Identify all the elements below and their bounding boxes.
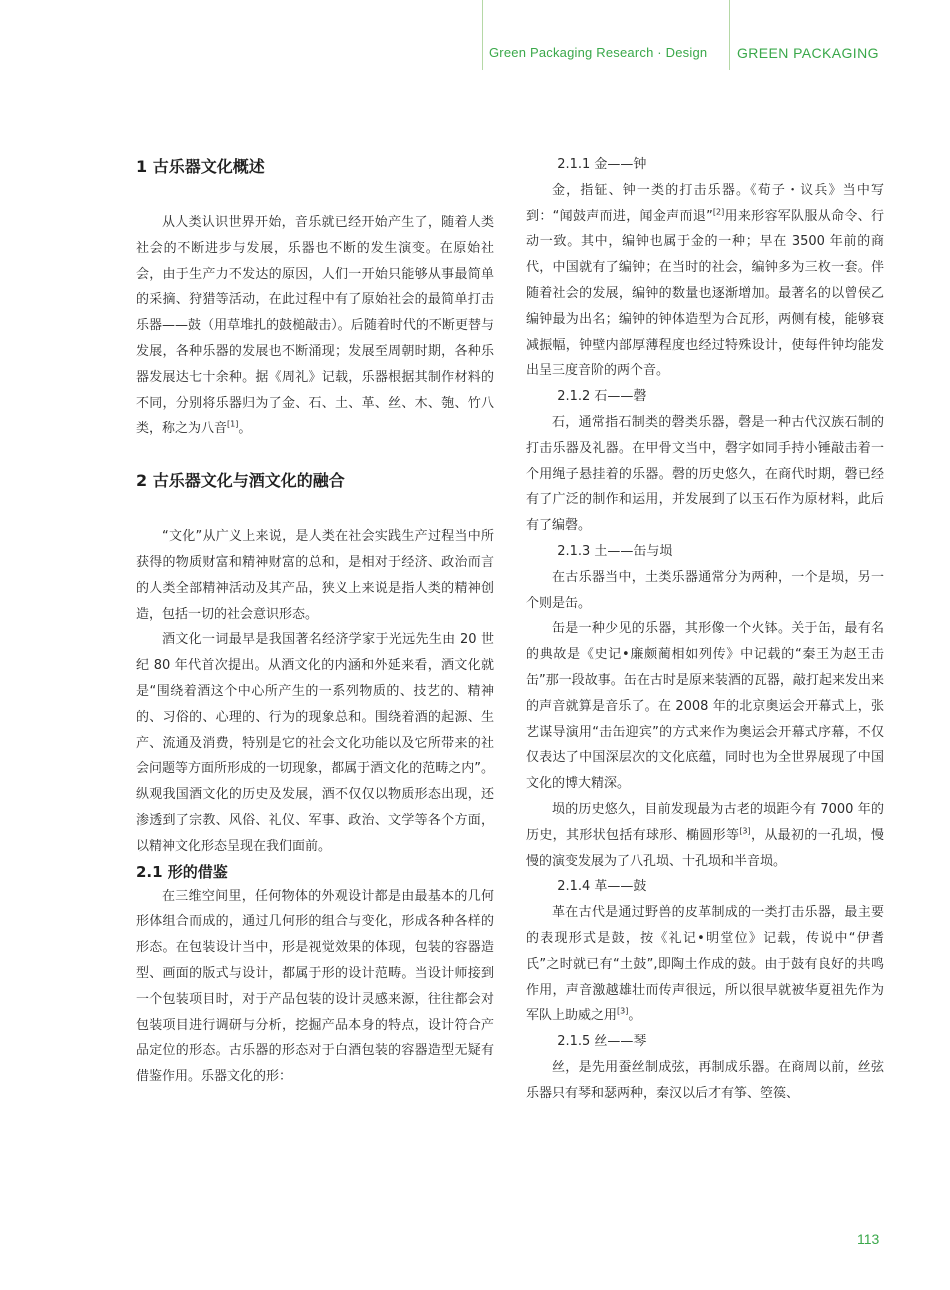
running-header-journal: GREEN PACKAGING [737, 45, 879, 61]
subsection-heading-2-1-5: 2.1.5 丝——琴 [557, 1034, 647, 1050]
citation-ref: [3] [739, 826, 751, 836]
paragraph: 缶是一种少见的乐器，其形像一个火钵。关于缶，最有名的典故是《史记•廉颇蔺相如列传》中记载的“秦王为赵王击缶”那一段故事。缶在古时是原来装酒的瓦器，敲打起来发出来的声音就算是音乐了。在 2008 年的北京奥运会开幕式上，张艺谋导演用“击缶迎宾”的方式来作为奥运会开幕式序幕，不仅仅表达了中国深层次的文化底蕴，同时也为全世界展现了中国文化的博大精深。 [526, 621, 884, 792]
subsection-heading-2-1-1: 2.1.1 金——钟 [557, 157, 647, 172]
paragraph: 在古乐器当中，土类乐器通常分为两种，一个是埙，另一个则是缶。 [526, 569, 884, 611]
citation-ref: [2] [712, 207, 725, 217]
section-heading-1: 1 古乐器文化概述 [136, 157, 265, 176]
citation-ref: [1] [227, 420, 239, 430]
subsection-heading-2-1-4: 2.1.4 革——鼓 [557, 879, 647, 895]
header-divider-line-2 [729, 0, 730, 70]
paragraph: 从人类认识世界开始，音乐就已经开始产生了，随着人类社会的不断进步与发展，乐器也不断的发生演变。在原始社会，由于生产力不发达的原因，人们一开始只能够从事最简单的采摘、狩猎等活动，在此过程中有了原始社会的最简单打击乐器——鼓（用草堆扎的鼓槌敲击）。后随着时代的不断更替与发展，各种乐器的发展也不断涌现；发展至周朝时期，各种乐器发展达七十余种。据《周礼》记载，乐器根据其制作材料的不同，分别将乐器归为了金、石、土、革、丝、木、匏、竹八类，称之为八音[1]。 [136, 215, 494, 437]
subsection-heading-2-1-3: 2.1.3 土——缶与埙 [557, 543, 673, 559]
paragraph: 金，指钲、钟一类的打击乐器。《荀子・议兵》当中写到：“闻鼓声而进，闻金声而退”[2]用来形容军队服从命令、行动一致。其中，编钟也属于金的一种；早在 3500 年前的商代，中国就有了编钟；在当时的社会，编钟多为三枚一套。伴随着社会的发展，编钟的数量也逐渐增加。最著名的以曾侯乙编钟最为出名；编钟的钟体造型为合瓦形，两侧有棱，能够衰减振幅，钟壁内部厚薄程度也经过特殊设计，使每件钟均能发出呈三度音阶的两个音。 [526, 182, 884, 379]
subsection-heading-2-1-2: 2.1.2 石——磬 [557, 389, 647, 405]
paragraph: 酒文化一词最早是我国著名经济学家于光远先生由 20 世纪 80 年代首次提出。从酒文化的内涵和外延来看，酒文化就是“围绕着酒这个中心所产生的一系列物质的、技艺的、精神的、习俗的、心理的、行为的现象总和。围绕着酒的起源、生产、流通及消费，特别是它的社会文化功能以及它所带来的社会问题等方面所形成的一切现象，都属于酒文化的范畴之内”。纵观我国酒文化的历史及发展，酒不仅仅以物质形态出现，还渗透到了宗教、风俗、礼仪、军事、政治、文学等各个方面，以精神文化形态呈现在我们面前。 [136, 632, 494, 854]
page-number: 113 [857, 1231, 880, 1247]
paragraph: “文化”从广义上来说，是人类在社会实践生产过程当中所获得的物质财富和精神财富的总和，是相对于经济、政治而言的人类全部精神活动及其产品，狭义上来说是指人类的精神创造，包括一切的社会意识形态。 [136, 529, 494, 622]
paragraph: 埙的历史悠久，目前发现最为古老的埙距今有 7000 年的历史，其形状包括有球形、椭圆形等[3]，从最初的一孔埙，慢慢的演变发展为了八孔埙、十孔埙和半音埙。 [526, 801, 884, 869]
paragraph: 丝，是先用蚕丝制成弦，再制成乐器。在商周以前，丝弦乐器只有琴和瑟两种，秦汉以后才有筝、箜篌、 [526, 1059, 884, 1101]
header-divider-line-1 [482, 0, 483, 70]
subsection-heading-2-1: 2.1 形的借鉴 [136, 862, 228, 881]
running-header-section: Green Packaging Research · Design [489, 45, 708, 60]
paragraph: 在三维空间里，任何物体的外观设计都是由最基本的几何形体组合而成的，通过几何形的组合与变化，形成各种各样的形态。在包装设计当中，形是视觉效果的体现，包装的容器造型、画面的版式与设计，都属于形的设计范畴。当设计师接到一个包装项目时，对于产品包装的设计灵感来源，往往都会对包装项目进行调研与分析，挖掘产品本身的特点，设计符合产品定位的形态。古乐器的形态对于白酒包装的容器造型无疑有借鉴作用。乐器文化的形： [136, 888, 494, 1085]
paragraph: 石，通常指石制类的磬类乐器，磬是一种古代汉族石制的打击乐器及礼器。在甲骨文当中，磬字如同手持小锤敲击着一个用绳子悬挂着的乐器。磬的历史悠久，在商代时期，磬已经有了广泛的制作和运用，并发展到了以玉石作为原材料，此后有了编磬。 [526, 414, 884, 534]
paragraph: 革在古代是通过野兽的皮革制成的一类打击乐器，最主要的表现形式是鼓，按《礼记•明堂位》记载，传说中“伊耆氏”之时就已有“土鼓”,即陶土作成的鼓。由于鼓有良好的共鸣作用，声音激越雄壮而传声很远，所以很早就被华夏祖先作为军队上助威之用[3]。 [526, 905, 884, 1024]
section-heading-2: 2 古乐器文化与酒文化的融合 [136, 471, 345, 491]
citation-ref: [3] [617, 1006, 629, 1016]
right-column [526, 152, 884, 1106]
left-column [136, 152, 494, 1090]
